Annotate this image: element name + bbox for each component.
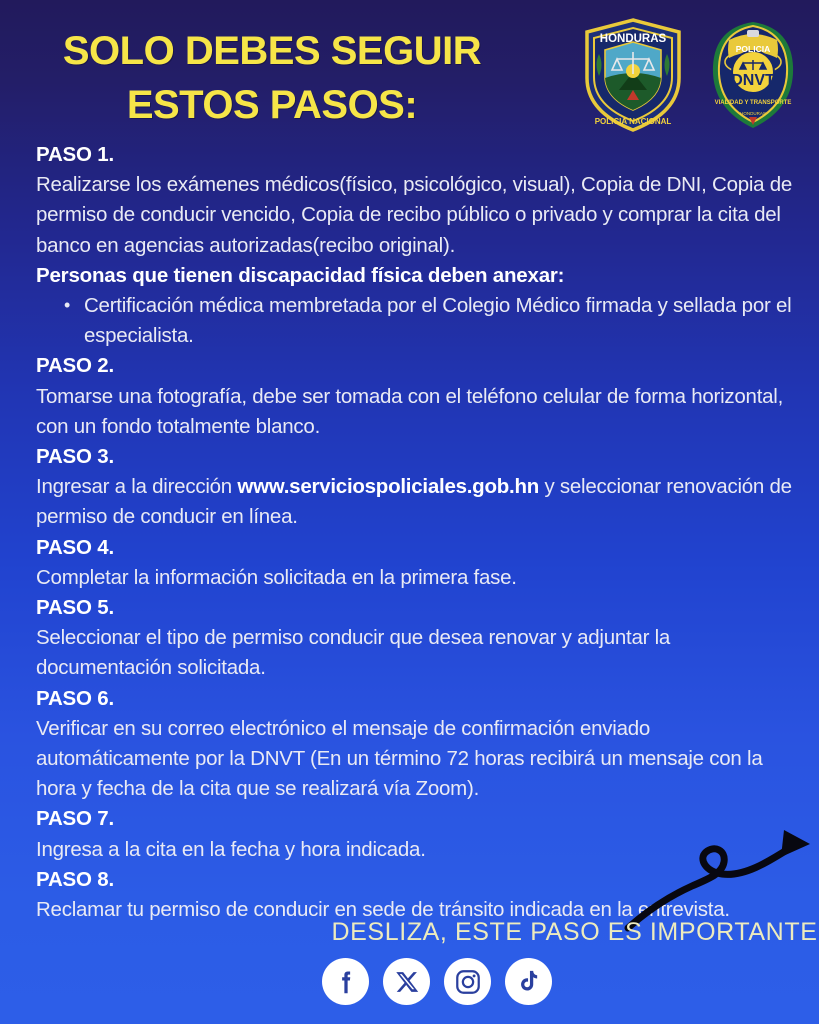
step-1-subheading: Personas que tienen discapacidad física deben anexar: [36, 263, 565, 287]
step-8-body: Reclamar tu permiso de conducir en sede de tránsito indicada en la entrevista. [36, 898, 730, 922]
step-3-heading: PASO 3. [36, 445, 114, 469]
step-7-body: Ingresa a la cita en la fecha y hora indicada. [36, 837, 426, 861]
step-4-heading: PASO 4. [36, 535, 114, 559]
step-4-body: Completar la información solicitada en la primera fase. [36, 565, 517, 589]
step-6-heading: PASO 6. [36, 686, 114, 710]
step-1-bullets [60, 291, 796, 351]
step-5 [36, 593, 796, 684]
badge-group [579, 16, 807, 134]
dnvt-country-text: HONDURAS [740, 111, 766, 116]
curved-loop-arrow-icon [618, 800, 819, 935]
dnvt-badge [699, 16, 807, 134]
badge-bottom-text: POLICIA NACIONAL [594, 117, 672, 126]
step-3 [36, 442, 796, 533]
dnvt-bottom-text: VIALIDAD Y TRANSPORTE [714, 100, 792, 106]
swipe-prompt: DESLIZA, ESTE PASO ES IMPORTANTE [331, 918, 818, 946]
step-2 [36, 351, 796, 442]
step-6-body: Verificar en su correo electrónico el mensaje de confirmación enviado automáticamente por la DNVT (En un término 72 horas recibirá un mensaje con la hora y fecha de la cita que se realizará vía Zoom). [36, 716, 763, 801]
step-5-body: Seleccionar el tipo de permiso conducir que desea renovar y adjuntar la documentación solicitada. [36, 626, 671, 680]
tiktok-icon[interactable] [505, 958, 552, 1005]
step-5-heading: PASO 5. [36, 596, 114, 620]
step-3-body-post: y seleccionar renovación de permiso de conducir en línea. [36, 475, 792, 529]
page-title [22, 24, 522, 132]
step-7-heading: PASO 7. [36, 807, 114, 831]
step-3-body [36, 472, 796, 532]
serviciospoliciales-url[interactable]: www.serviciospoliciales.gob.hn [237, 475, 539, 499]
step-2-body: Tomarse una fotografía, debe ser tomada con el teléfono celular de forma horizontal, con un fondo totalmente blanco. [36, 384, 784, 438]
instagram-icon[interactable] [444, 958, 491, 1005]
step-4 [36, 533, 796, 593]
social-links [322, 958, 552, 1005]
badge-top-text: HONDURAS [599, 33, 667, 45]
step-8-heading: PASO 8. [36, 867, 114, 891]
facebook-icon[interactable] [322, 958, 369, 1005]
step-1 [36, 140, 796, 351]
step-1-heading: PASO 1. [36, 143, 114, 166]
dnvt-top-text: POLICIA [735, 44, 771, 54]
policia-nacional-honduras-badge [579, 16, 687, 134]
x-twitter-icon[interactable] [383, 958, 430, 1005]
step-3-body-pre: Ingresar a la dirección [36, 475, 238, 499]
step-2-heading: PASO 2. [36, 354, 114, 378]
page-title-line1: SOLO DEBES SEGUIR [62, 29, 482, 73]
list-item: • Certificación médica membretada por el Colegio Médico firmada y sellada por el especialista. [60, 291, 796, 351]
step-6 [36, 684, 796, 805]
dnvt-center-text: DNVT [731, 72, 775, 89]
header [0, 0, 819, 140]
step-1-body: Realizarse los exámenes médicos(físico, psicológico, visual), Copia de DNI, Copia de permiso de conducir vencido, Copia de recibo público o privado y comprar la cita del banco en agencias autorizadas(recibo original). [36, 173, 793, 257]
page-title-line2: ESTOS PASOS: [126, 83, 418, 127]
